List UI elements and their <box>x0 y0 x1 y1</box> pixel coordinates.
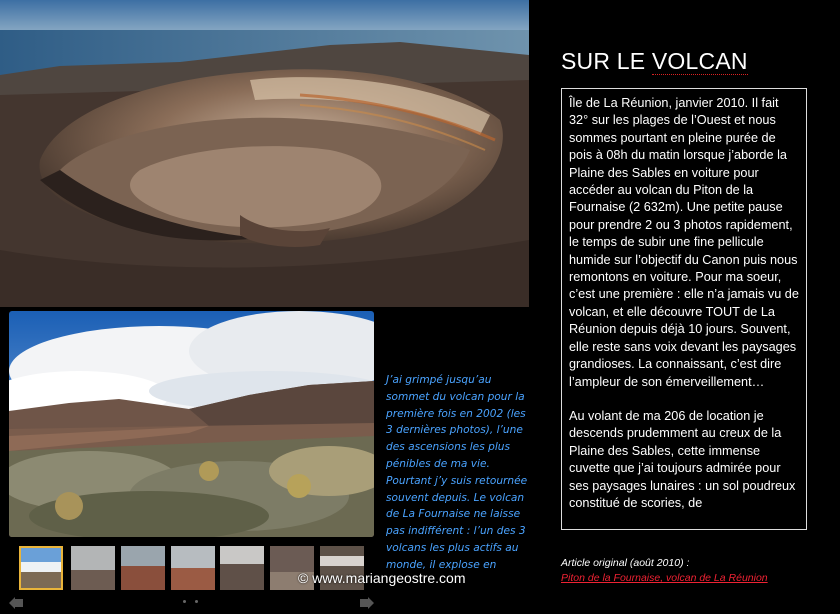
thumbnail[interactable] <box>71 546 115 590</box>
page-dot[interactable] <box>195 600 198 603</box>
photo-caption <box>386 372 534 574</box>
caption-line: volcans les plus actifs au <box>386 541 519 554</box>
caption-line: pas indifférent : l’un des 3 <box>386 525 526 538</box>
caption-line: 3 dernières photos), l’une <box>386 424 523 437</box>
article-title <box>561 48 748 75</box>
caption-line: des ascensions les plus <box>386 441 510 454</box>
original-article-link[interactable]: Piton de la Fournaise, volcan de La Réunion <box>561 572 768 584</box>
plain-des-sables-photo <box>9 311 374 537</box>
thumbnail[interactable] <box>171 546 215 590</box>
caption-line: Pourtant j’y suis retournée <box>386 474 528 487</box>
page-dot[interactable] <box>183 600 186 603</box>
caption-line: sommet du volcan pour la <box>386 390 525 403</box>
article-paragraph: Au volant de ma 206 de location je descends prudemment au creux de la Plaine des Sables, cette immense cuvette que j’ai toujours admirée pour ses paysages lunaires : un sol poudreux constitué de scories, de <box>569 408 796 510</box>
next-arrow-icon[interactable] <box>360 596 374 608</box>
crater-photo <box>0 0 529 307</box>
thumbnail[interactable] <box>121 546 165 590</box>
title-prefix: SUR LE <box>561 48 646 74</box>
previous-arrow-icon[interactable] <box>9 596 23 608</box>
caption-line: première fois en 2002 (les <box>386 407 526 420</box>
thumbnail[interactable] <box>220 546 264 590</box>
original-article-label: Article original (août 2010) : <box>561 557 690 569</box>
article-paragraph: Île de La Réunion, janvier 2010. Il fait 32° sur les plages de l’Ouest et nous sommes pourtant en pleine purée de pois à 08h du matin lorsque j’aborde la Plaine des Sables en voiture pour accéder au volcan du Piton de la Fournaise (2 632m). Une petite pause pour prendre 2 ou 3 photos rapidement, le temps de subir une fine pellicule humide sur l’objectif du Canon puis nous remontons en voiture. Pour ma soeur, c’est une première : elle n’a jamais vu de volcan, et elle découvre TOUT de La Réunion depuis déjà 10 jours. Souvent, elle reste sans voix devant les paysages grandioses. La connaissant, c’est dire l’ampleur de son émerveillement… <box>569 96 799 389</box>
caption-line: J’ai grimpé jusqu’au <box>386 374 492 386</box>
caption-line: pénibles de ma vie. <box>386 457 490 470</box>
caption-line: de La Fournaise ne laisse <box>386 508 521 521</box>
watermark: © www.mariangeostre.com <box>298 570 466 586</box>
thumbnail[interactable] <box>19 546 63 590</box>
title-volcan: VOLCAN <box>651 48 748 74</box>
caption-line: monde, il explose en <box>386 558 497 571</box>
article-text-box[interactable] <box>561 88 807 530</box>
caption-line: souvent depuis. Le volcan <box>386 491 525 504</box>
